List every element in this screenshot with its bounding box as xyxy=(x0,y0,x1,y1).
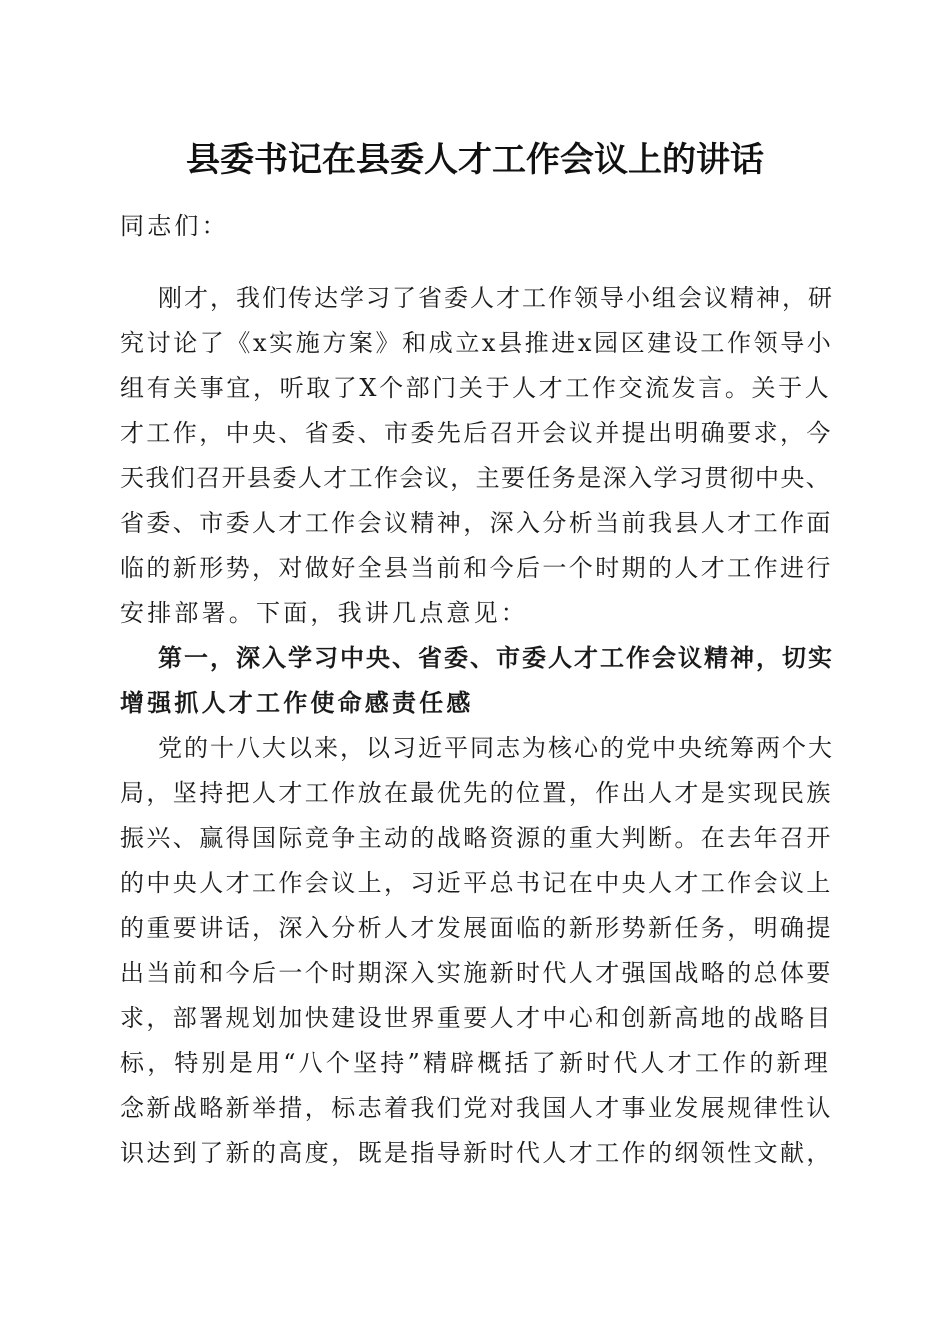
paragraph-line: 天我们召开县委人才工作会议，主要任务是深入学习贯彻中央、 xyxy=(120,464,832,492)
paragraph-line: 组有关事宜，听取了X个部门关于人才工作交流发言。关于人 xyxy=(120,374,832,402)
paragraph-line: 安排部署。下面，我讲几点意见： xyxy=(120,599,528,627)
paragraph-line: 识达到了新的高度，既是指导新时代人才工作的纲领性文献， xyxy=(120,1139,833,1167)
paragraph-line: 求，部署规划加快建设世界重要人才中心和创新高地的战略目 xyxy=(120,1004,833,1032)
paragraph-line: 省委、市委人才工作会议精神，深入分析当前我县人才工作面 xyxy=(120,509,833,537)
paragraph-line: 的重要讲话，深入分析人才发展面临的新形势新任务，明确提 xyxy=(120,914,833,942)
paragraph-line: 振兴、赢得国际竞争主动的战略资源的重大判断。在去年召开 xyxy=(120,824,833,852)
document-title: 县委书记在县委人才工作会议上的讲话 xyxy=(186,140,764,180)
salutation: 同志们： xyxy=(120,212,229,240)
section-heading-line: 增强抓人才工作使命感责任感 xyxy=(120,688,474,717)
paragraph-line: 出当前和今后一个时期深入实施新时代人才强国战略的总体要 xyxy=(120,959,833,987)
section-heading-line: 第一，深入学习中央、省委、市委人才工作会议精神，切实 xyxy=(158,643,834,672)
paragraph-line: 究讨论了《x实施方案》和成立x县推进x园区建设工作领导小 xyxy=(120,329,834,357)
paragraph-line: 标，特别是用“八个坚持”精辟概括了新时代人才工作的新理 xyxy=(120,1049,831,1077)
paragraph-line: 刚才，我们传达学习了省委人才工作领导小组会议精神，研 xyxy=(158,284,834,312)
paragraph-line: 局，坚持把人才工作放在最优先的位置，作出人才是实现民族 xyxy=(120,779,833,807)
paragraph-line: 念新战略新举措，标志着我们党对我国人才事业发展规律性认 xyxy=(120,1094,833,1122)
paragraph-line: 党的十八大以来，以习近平同志为核心的党中央统筹两个大 xyxy=(158,734,834,762)
paragraph-line: 才工作，中央、省委、市委先后召开会议并提出明确要求，今 xyxy=(120,419,833,447)
paragraph-line: 的中央人才工作会议上，习近平总书记在中央人才工作会议上 xyxy=(120,869,833,897)
paragraph-line: 临的新形势，对做好全县当前和今后一个时期的人才工作进行 xyxy=(120,554,833,582)
